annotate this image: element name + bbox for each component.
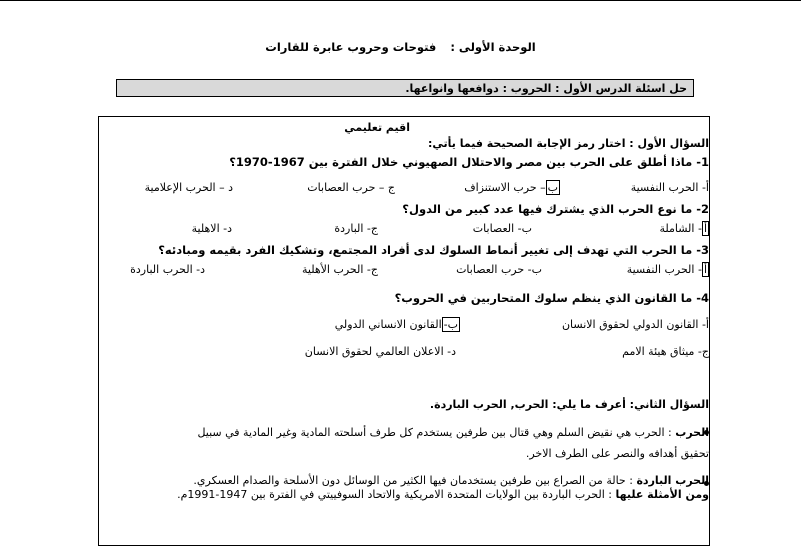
q1-item-3-option-d: د- الحرب الباردة — [130, 263, 205, 276]
cold-war-term: الحرب الباردة — [636, 474, 709, 487]
unit-name: فتوحات وحروب عابرة للقارات — [265, 40, 437, 54]
cold-war-definition: الحرب الباردة : حالة من الصراع بين طرفين يستخدمان فيها الكثير من الوسائل دون الأسلحة والصدام العسكري. — [193, 474, 709, 487]
q1-item-1-option-a: أ- الحرب النفسية — [630, 181, 709, 194]
q1-item-1-option-d: د – الحرب الإعلامية — [144, 181, 233, 194]
selected-answer-box: أ — [703, 222, 707, 235]
q1-item-4-option-b: ب-القانون الانساني الدولي — [334, 318, 458, 331]
q2-heading: السؤال الثاني: أعرف ما يلي: الحرب, الحرب الباردة. — [429, 398, 709, 411]
q1-item-2: 2- ما نوع الحرب الذي يشترك فيها عدد كبير من الدول؟ — [402, 202, 709, 216]
q1-item-4-option-a: أ- القانون الدولي لحقوق الانسان — [561, 318, 709, 331]
q1-item-2-option-d: د- الاهلية — [191, 222, 232, 235]
q1-item-4-option-d: د- الاعلان العالمي لحقوق الانسان — [304, 345, 456, 358]
cold-war-examples: ومن الأمثلة عليها : الحرب الباردة بين الولايات المتحدة الامريكية والاتحاد السوفييتي في الفترة بين 1947-1991م. — [177, 488, 709, 501]
unit-label: الوحدة الأولى : — [450, 40, 536, 54]
lesson-title-box — [116, 79, 694, 97]
q1-item-1-option-b: ب– حرب الاستنزاف — [464, 181, 558, 194]
q1-item-2-option-b: ب- العصابات — [472, 222, 532, 235]
q1-item-3-option-c: ج- الحرب الأهلية — [302, 263, 378, 276]
lesson-title: حل اسئلة الدرس الأول : الحروب : دوافعها وانواعها. — [405, 82, 687, 95]
selected-answer-box: ب — [547, 181, 558, 194]
selected-answer-box: ب- — [443, 318, 458, 331]
examples-term: ومن الأمثلة عليها — [615, 488, 709, 501]
q1-item-2-option-a: أ- الشاملة — [659, 222, 707, 235]
q1-item-4-option-c: ج- ميثاق هيئة الامم — [622, 345, 709, 358]
q1-item-3-option-b: ب- حرب العصابات — [456, 263, 542, 276]
war-definition: الحرب : الحرب هي نقيض السلم وهي قتال بين طرفين يستخدم كل طرف أسلحته المادية وغير المادية في سبيل تحقيق أهدافه والنصر على الطرف الاخر. — [197, 426, 709, 460]
war-definition-line-2: تحقيق أهدافه والنصر على الطرف الاخر. — [525, 447, 709, 460]
selected-answer-box: أ — [703, 263, 707, 276]
war-term: الحرب — [675, 426, 709, 439]
q1-item-4: 4- ما القانون الذي ينظم سلوك المتحاربين في الحروب؟ — [394, 291, 709, 305]
q1-item-3: 3- ما الحرب التي تهدف إلى تغيير أنماط السلوك لدى أفراد المجتمع، وتشكيك الفرد بقيمه ومبادئه؟ — [158, 243, 709, 257]
q1-item-2-option-c: ج- الباردة — [334, 222, 378, 235]
q1-item-3-option-a: أ- الحرب النفسية — [626, 263, 707, 276]
unit-title — [0, 40, 801, 54]
q1-item-1-option-c: ج – حرب العصابات — [307, 181, 395, 194]
assessment-title: اقيم تعليمي — [344, 121, 410, 134]
q1-item-1: 1- ماذا أطلق على الحرب بين مصر والاحتلال الصهيوني خلال الفترة بين 1967-1970؟ — [229, 155, 709, 169]
top-border-line — [0, 0, 801, 1]
q1-heading: السؤال الأول : اختار رمز الإجابة الصحيحة فيما يأتي: — [427, 137, 709, 150]
